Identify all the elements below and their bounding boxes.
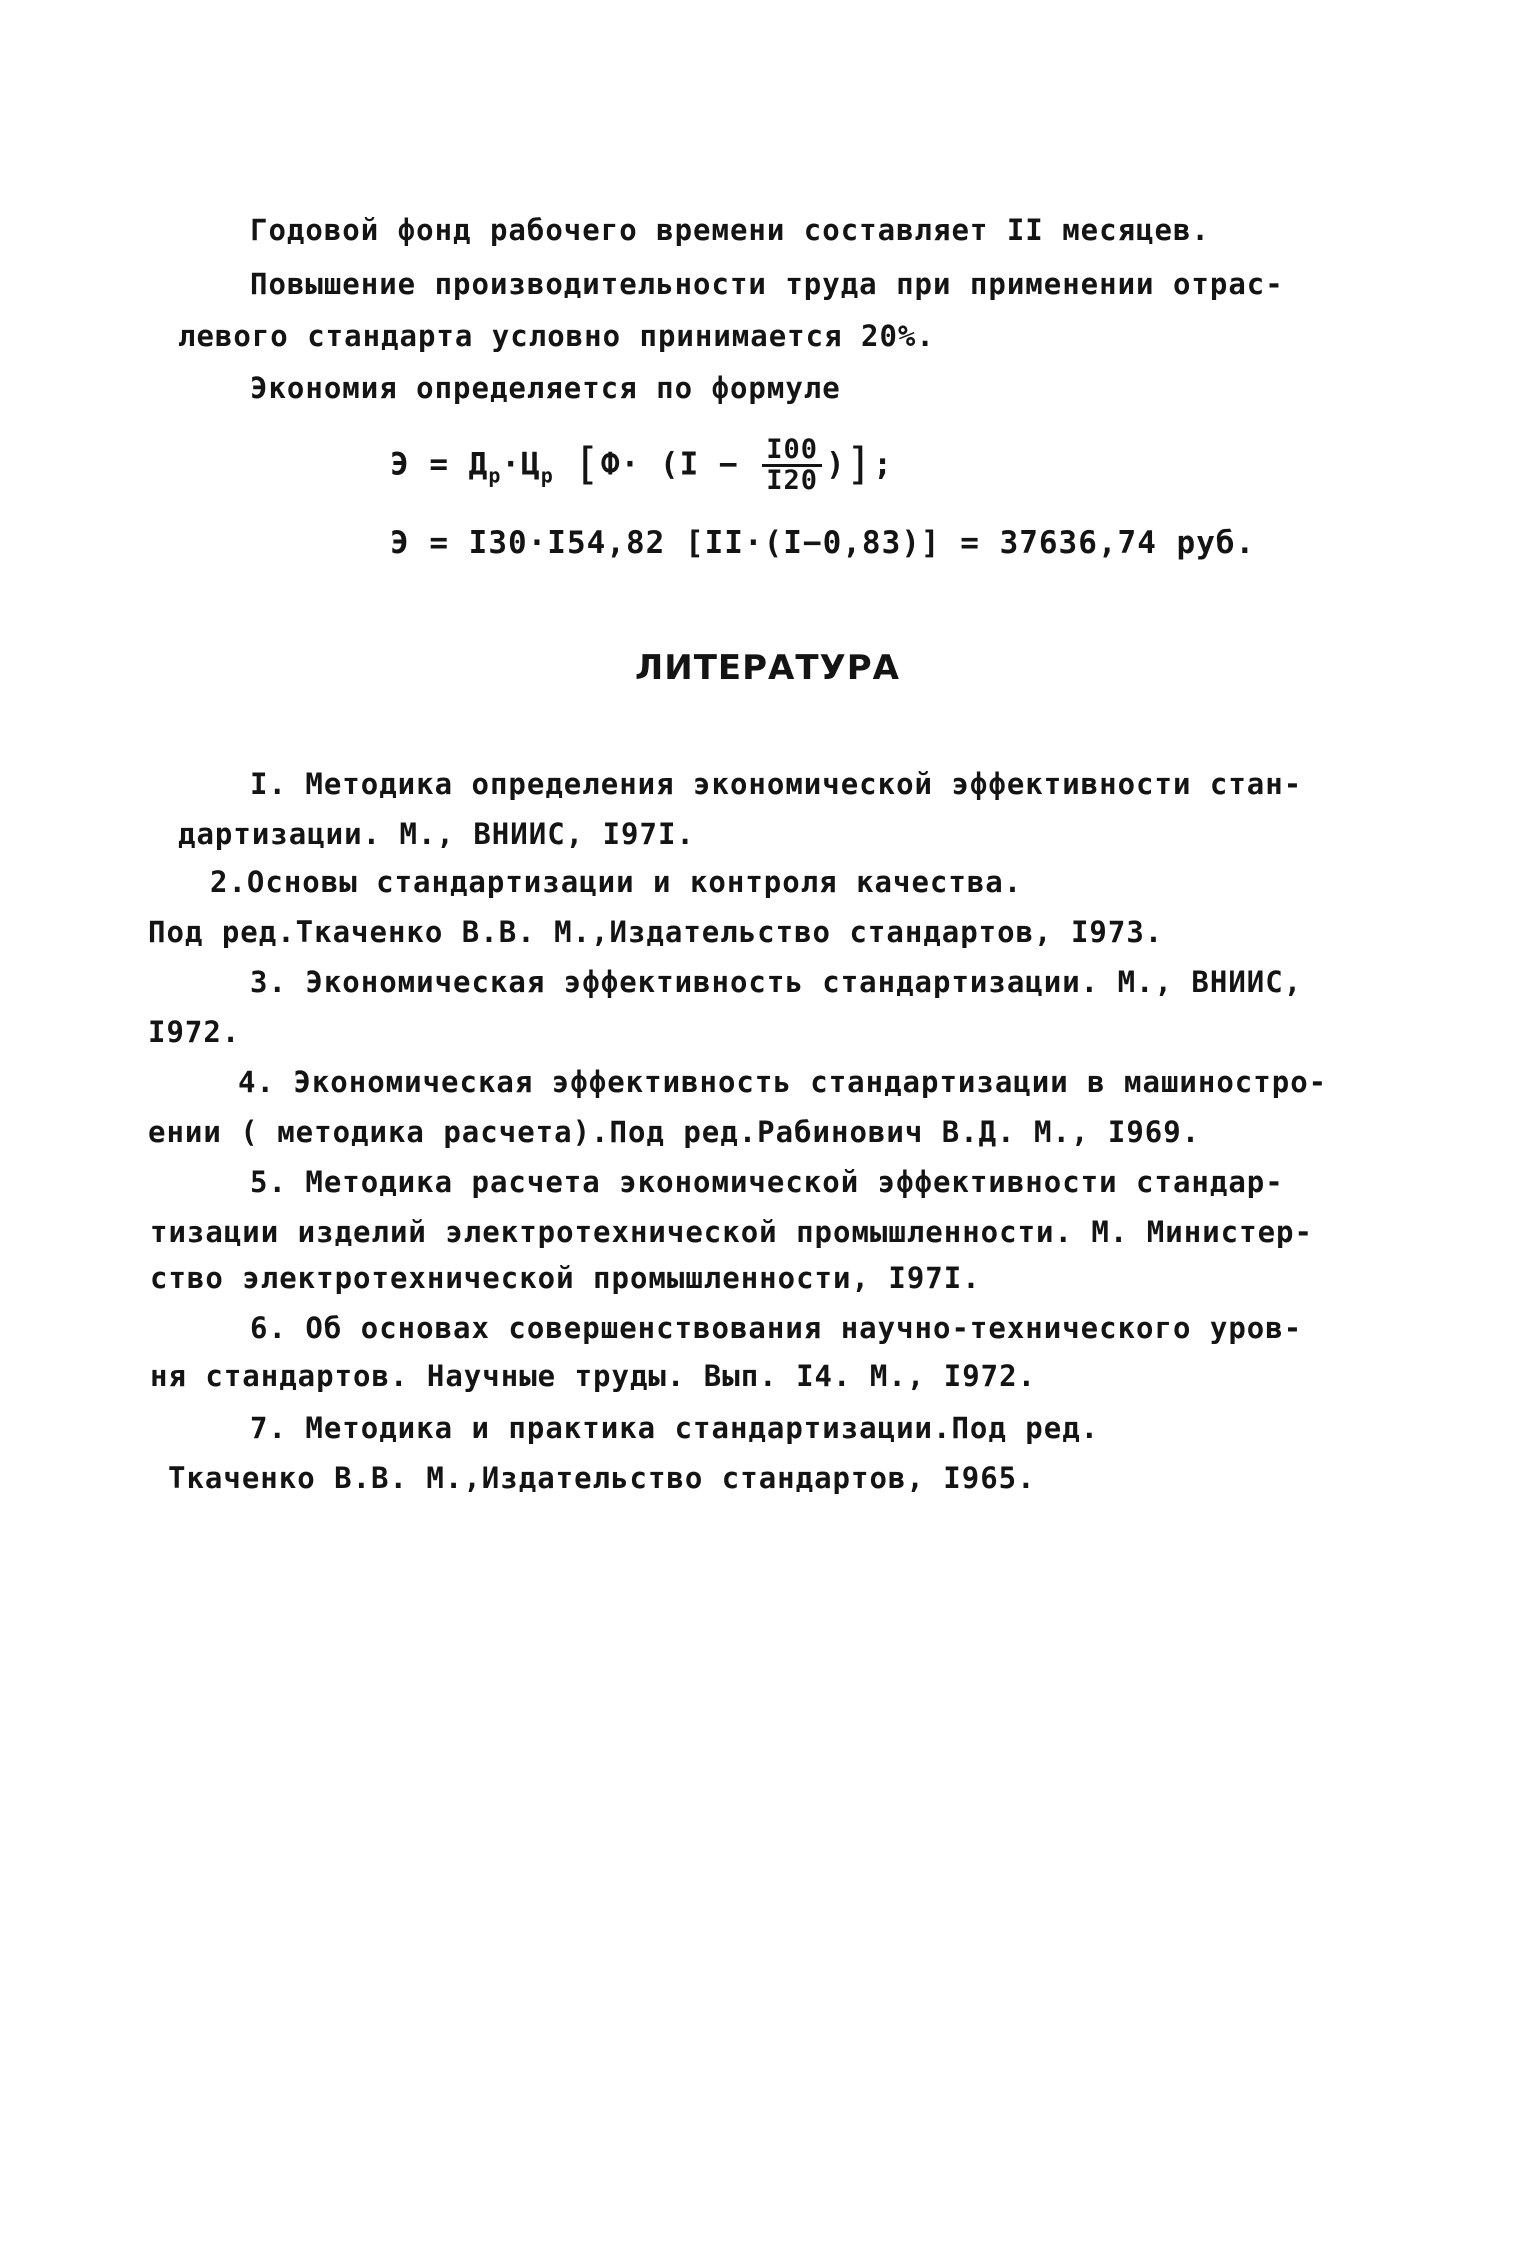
reference-line: 5. Методика расчета экономической эффективности стандар-: [250, 1165, 1284, 1199]
formula-inner: Ф· (I −: [600, 446, 759, 483]
intro-line-4: Экономия определяется по формуле: [250, 371, 841, 405]
reference-line: I972.: [148, 1015, 241, 1049]
reference-line: I. Методика определения экономической эффективности стан-: [250, 767, 1303, 801]
formula-sub-2: р: [540, 463, 554, 488]
reference-line: 4. Экономическая эффективность стандартизации в машиностро-: [238, 1065, 1328, 1099]
formula-end: ;: [873, 446, 893, 483]
intro-line-1: Годовой фонд рабочего времени составляет II месяцев.: [250, 213, 1210, 247]
reference-line: 7. Методика и практика стандартизации.Под ред.: [250, 1411, 1100, 1445]
formula-lhs: Э = Д: [390, 446, 489, 483]
reference-line: 3. Экономическая эффективность стандартизации. М., ВНИИС,: [250, 965, 1303, 999]
formula-fraction: [762, 436, 822, 496]
formula-sub-1: р: [488, 463, 502, 488]
reference-line: тизации изделий электротехнической промышленности. М. Министер-: [150, 1215, 1313, 1249]
formula-general: [390, 436, 893, 496]
formula-mid: ·Ц: [501, 446, 541, 483]
reference-line: ении ( методика расчета).Под ред.Рабинович В.Д. М., I969.: [148, 1115, 1201, 1149]
reference-line: 2.Основы стандартизации и контроля качества.: [210, 865, 1023, 899]
intro-line-3: левого стандарта условно принимается 20%.: [178, 319, 935, 353]
literature-heading: ЛИТЕРАТУРА: [635, 648, 900, 688]
reference-line: ня стандартов. Научные труды. Вып. I4. М., I972.: [150, 1359, 1037, 1393]
reference-line: 6. Об основах совершенствования научно-технического уров-: [250, 1311, 1303, 1345]
formula-computed: Э = I30·I54,82 [II·(I−0,83)] = 37636,74 руб.: [390, 525, 1256, 561]
formula-bracket-close: ]: [845, 438, 874, 490]
formula-close: ): [826, 446, 846, 483]
reference-line: дартизации. М., ВНИИС, I97I.: [178, 817, 695, 851]
reference-line: ство электротехнической промышленности, I97I.: [150, 1261, 981, 1295]
fraction-numerator: I00: [762, 436, 822, 467]
reference-line: Ткаченко В.В. М.,Издательство стандартов, I965.: [168, 1461, 1036, 1495]
fraction-denominator: I20: [766, 465, 819, 497]
formula-bracket-open: [: [573, 438, 601, 490]
reference-line: Под ред.Ткаченко В.В. М.,Издательство стандартов, I973.: [148, 915, 1164, 949]
intro-line-2: Повышение производительности труда при применении отрас-: [250, 267, 1284, 301]
